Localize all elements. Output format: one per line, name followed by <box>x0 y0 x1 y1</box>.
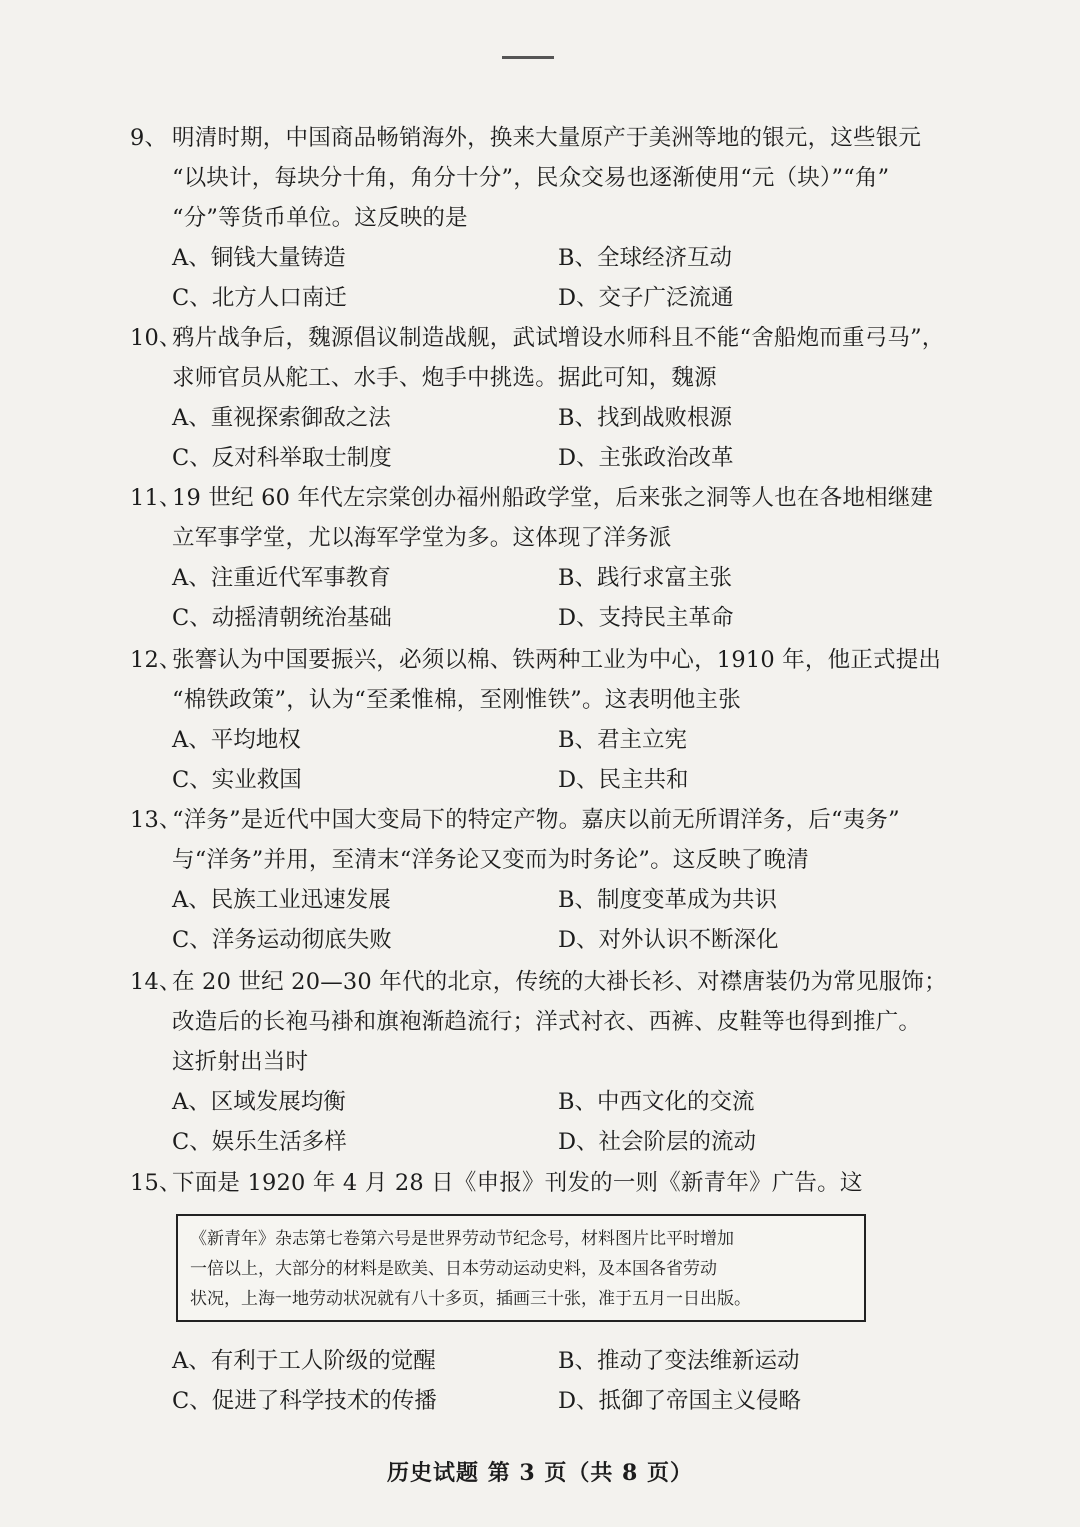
option-row <box>130 558 960 598</box>
ad-text-line: 一倍以上，大部分的材料是欧美、日本劳动运动史料，及本国各省劳动 <box>190 1259 717 1279</box>
option-a: A、平均地权 <box>172 727 301 753</box>
question-text-line: 求师官员从舵工、水手、炮手中挑选。据此可知，魏源 <box>172 365 717 391</box>
question-text-line: 与“洋务”并用，至清末“洋务论又变而为时务论”。这反映了晚清 <box>172 847 810 873</box>
question-text-line: 19 世纪 60 年代左宗棠创办福州船政学堂，后来张之洞等人也在各地相继建 <box>172 485 934 511</box>
option-a: A、有利于工人阶级的觉醒 <box>172 1348 436 1374</box>
option-a: A、重视探索御敌之法 <box>172 405 391 431</box>
option-row <box>130 1122 960 1162</box>
question-number: 12、 <box>130 647 182 673</box>
question-text-line: 在 20 世纪 20—30 年代的北京，传统的大褂长衫、对襟唐装仍为常见服饰； <box>172 969 947 995</box>
ad-text-line: 《新青年》杂志第七卷第六号是世界劳动节纪念号，材料图片比平时增加 <box>190 1229 734 1249</box>
option-c: C、北方人口南迁 <box>172 285 347 311</box>
option-b: B、推动了变法维新运动 <box>558 1348 800 1374</box>
option-d: D、抵御了帝国主义侵略 <box>558 1388 802 1414</box>
option-d: D、主张政治改革 <box>558 445 734 471</box>
option-d: D、社会阶层的流动 <box>558 1129 757 1155</box>
option-b: B、君主立宪 <box>558 727 688 753</box>
question-number: 13、 <box>130 807 182 833</box>
question-text-line: 明清时期，中国商品畅销海外，换来大量原产于美洲等地的银元，这些银元 <box>172 125 922 151</box>
option-b: B、找到战败根源 <box>558 405 733 431</box>
question-text-line: 下面是 1920 年 4 月 28 日《申报》刊发的一则《新青年》广告。这 <box>172 1170 863 1196</box>
newspaper-ad-box <box>176 1214 866 1322</box>
question-text-line: 这折射出当时 <box>172 1049 309 1075</box>
option-d: D、支持民主革命 <box>558 605 734 631</box>
option-d: D、交子广泛流通 <box>558 285 734 311</box>
option-row <box>130 760 960 800</box>
option-row <box>130 720 960 760</box>
question-text-line: 鸦片战争后，魏源倡议制造战舰，武试增设水师科且不能“舍船炮而重弓马”， <box>172 325 945 351</box>
question-number: 10、 <box>130 325 182 351</box>
option-b: B、制度变革成为共识 <box>558 887 778 913</box>
option-row <box>130 398 960 438</box>
option-b: B、全球经济互动 <box>558 245 733 271</box>
option-b: B、践行求富主张 <box>558 565 733 591</box>
question-14 <box>130 962 960 1162</box>
option-a: A、铜钱大量铸造 <box>172 245 346 271</box>
question-text-line: 立军事学堂，尤以海军学堂为多。这体现了洋务派 <box>172 525 672 551</box>
ad-text-line: 状况，上海一地劳动状况就有八十多页，插画三十张，准于五月一日出版。 <box>190 1289 751 1309</box>
question-15 <box>130 1163 960 1203</box>
option-d: D、民主共和 <box>558 767 689 793</box>
question-text-line: 改造后的长袍马褂和旗袍渐趋流行；洋式衬衣、西裤、皮鞋等也得到推广。 <box>172 1009 922 1035</box>
option-row <box>130 1082 960 1122</box>
option-row <box>130 278 960 318</box>
option-c: C、反对科举取士制度 <box>172 445 392 471</box>
question-number: 11、 <box>130 485 182 511</box>
option-row <box>130 880 960 920</box>
question-number: 14、 <box>130 969 182 995</box>
option-row <box>130 1341 960 1381</box>
question-10 <box>130 318 960 478</box>
question-number: 15、 <box>130 1170 182 1196</box>
option-row <box>130 1381 960 1421</box>
option-d: D、对外认识不断深化 <box>558 927 779 953</box>
option-c: C、娱乐生活多样 <box>172 1129 347 1155</box>
option-b: B、中西文化的交流 <box>558 1089 755 1115</box>
option-row <box>130 238 960 278</box>
question-13 <box>130 800 960 960</box>
option-c: C、动摇清朝统治基础 <box>172 605 392 631</box>
question-number: 9、 <box>130 125 168 151</box>
option-row <box>130 438 960 478</box>
question-text-line: “以块计，每块分十角，角分十分”，民众交易也逐渐使用“元（块）”“角” <box>172 165 890 191</box>
question-text-line: 张謇认为中国要振兴，必须以棉、铁两种工业为中心，1910 年，他正式提出 <box>172 647 942 673</box>
option-c: C、促进了科学技术的传播 <box>172 1388 437 1414</box>
option-row <box>130 598 960 638</box>
option-a: A、民族工业迅速发展 <box>172 887 391 913</box>
question-12 <box>130 640 960 800</box>
option-a: A、注重近代军事教育 <box>172 565 391 591</box>
question-text-line: “棉铁政策”，认为“至柔惟棉，至刚惟铁”。这表明他主张 <box>172 687 741 713</box>
option-c: C、实业救国 <box>172 767 302 793</box>
question-text-line: “洋务”是近代中国大变局下的特定产物。嘉庆以前无所谓洋务，后“夷务” <box>172 807 900 833</box>
page-footer: 历史试题 第 3 页（共 8 页） <box>387 1460 693 1486</box>
question-11 <box>130 478 960 638</box>
option-c: C、洋务运动彻底失败 <box>172 927 392 953</box>
option-a: A、区域发展均衡 <box>172 1089 346 1115</box>
option-row <box>130 920 960 960</box>
top-dash-mark <box>502 56 554 59</box>
question-15-options <box>130 1341 960 1421</box>
question-9 <box>130 118 960 318</box>
question-text-line: “分”等货币单位。这反映的是 <box>172 205 468 231</box>
